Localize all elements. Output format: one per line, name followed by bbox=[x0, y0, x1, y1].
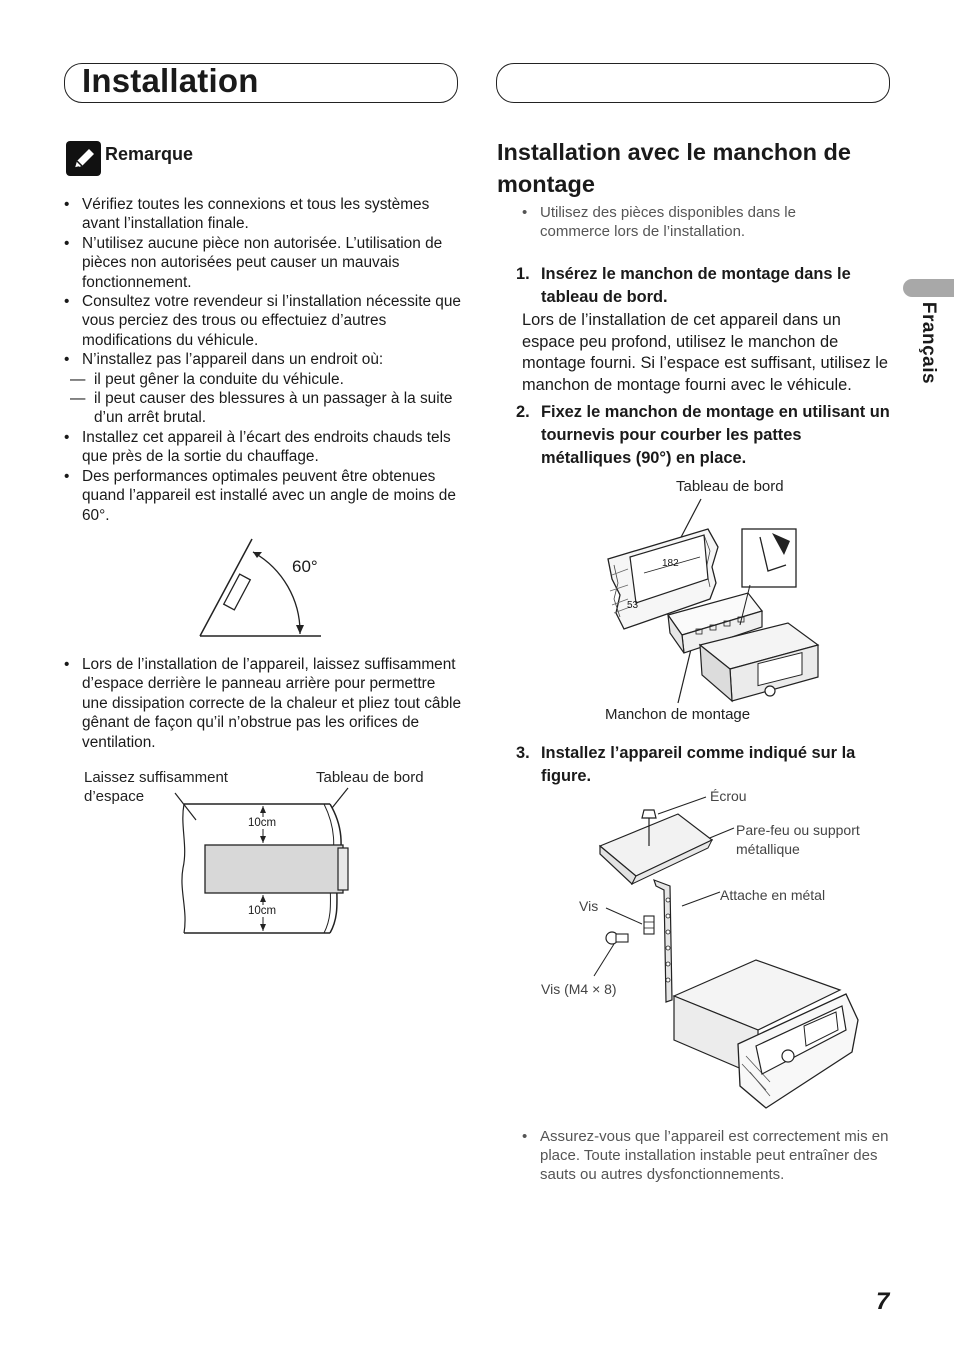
fig2-dashboard-label: Tableau de bord bbox=[676, 478, 784, 495]
note-subitem: — il peut causer des blessures à un passager à la suite d’un arrêt brutal. bbox=[62, 389, 462, 428]
step-3-title bbox=[516, 742, 894, 788]
section-title bbox=[497, 136, 851, 200]
step-2-heading: Fixez le manchon de montage en utilisant un tournevis pour courber les pattes métalliques (90°) en place. bbox=[541, 403, 890, 467]
angle-diagram bbox=[196, 535, 326, 641]
step-3-heading: Installez l’appareil comme indiqué sur la figure. bbox=[541, 744, 856, 785]
fig2-sleeve-label: Manchon de montage bbox=[605, 706, 751, 723]
fig2-height: 53 bbox=[627, 600, 639, 611]
note-icon bbox=[66, 141, 101, 176]
note-subitem: — il peut gêner la conduite du véhicule. bbox=[62, 370, 462, 389]
fig3-screw-m4-label: Vis (M4 × 8) bbox=[541, 981, 617, 997]
note-item: • Vérifiez toutes les connexions et tous les systèmes avant l’installation finale. bbox=[62, 195, 462, 234]
step-1 bbox=[516, 263, 894, 396]
dashboard-label: Tableau de bord bbox=[316, 769, 424, 786]
mounting-figure bbox=[590, 790, 860, 1115]
step-1-body: Lors de l’installation de cet appareil dans un espace peu profond, utilisez le manchon de montage fourni. Si l’espace est suffisant, utilisez le manchon de montage fourni avec le véhicule. bbox=[522, 311, 888, 394]
ventilation-note bbox=[62, 655, 462, 752]
final-note bbox=[520, 1127, 892, 1184]
note-item: • Des performances optimales peuvent être obtenues quand l’appareil est installé avec un angle de moins de 60°. bbox=[62, 467, 462, 525]
note-list bbox=[62, 195, 462, 525]
clearance-label: d’espace bbox=[84, 788, 145, 805]
fig2-width: 182 bbox=[662, 558, 679, 569]
dimension-top: 10cm bbox=[248, 817, 277, 829]
note-item: • Consultez votre revendeur si l’installation nécessite que vous perciez des trous ou effectuiez d’autres modifications du véhicule. bbox=[62, 292, 462, 350]
step-3 bbox=[516, 742, 894, 788]
step-1-number: 1. bbox=[516, 265, 530, 283]
step-2-title bbox=[516, 401, 894, 470]
angle-label: 60° bbox=[292, 557, 318, 576]
fig3-strap-label: Attache en métal bbox=[720, 887, 826, 903]
note-item: • Installez cet appareil à l’écart des endroits chauds tels que près de la sortie du chauffage. bbox=[62, 428, 462, 467]
fig3-nut-label: Écrou bbox=[710, 788, 747, 804]
section-intro bbox=[520, 203, 850, 241]
step-2-number: 2. bbox=[516, 403, 530, 421]
dimension-bottom: 10cm bbox=[248, 905, 277, 917]
fig3-screw-label: Vis bbox=[579, 898, 599, 914]
intro-item: • Utilisez des pièces disponibles dans le commerce lors de l’installation. bbox=[520, 203, 850, 241]
step-1-heading: Insérez le manchon de montage dans le tableau de bord. bbox=[541, 265, 851, 306]
page-number: 7 bbox=[876, 1288, 890, 1315]
note-item: • N’utilisez aucune pièce non autorisée. L’utilisation de pièces non autorisées peut causer un mauvais fonctionnement. bbox=[62, 234, 462, 292]
language-tab bbox=[903, 279, 954, 297]
fig3-firewall-label: métallique bbox=[736, 841, 800, 857]
step-3-number: 3. bbox=[516, 744, 530, 762]
step-1-title bbox=[516, 263, 894, 309]
note-item: • Lors de l’installation de l’appareil, laissez suffisamment d’espace derrière le panneau arrière pour permettre une dissipation correcte de la chaleur et pliez tout câble gênant de façon qu’il n’obstrue pas les orifices de ventilation. bbox=[62, 655, 462, 752]
note-item: • N’installez pas l’appareil dans un endroit où: bbox=[62, 350, 462, 369]
step-2 bbox=[516, 401, 894, 470]
final-note-item: • Assurez-vous que l’appareil est correctement mis en place. Toute installation instable peut entraîner des sauts ou autres dysfonctionnements. bbox=[520, 1127, 892, 1184]
section-title-line: montage bbox=[497, 171, 595, 197]
clearance-label: Laissez suffisamment bbox=[84, 769, 228, 786]
header-right-box bbox=[496, 63, 890, 103]
section-title-line: Installation avec le manchon de bbox=[497, 139, 851, 165]
note-heading: Remarque bbox=[105, 144, 194, 164]
fig3-firewall-label: Pare-feu ou support bbox=[736, 822, 860, 838]
language-label: Français bbox=[918, 301, 939, 385]
page-title: Installation bbox=[82, 62, 259, 99]
